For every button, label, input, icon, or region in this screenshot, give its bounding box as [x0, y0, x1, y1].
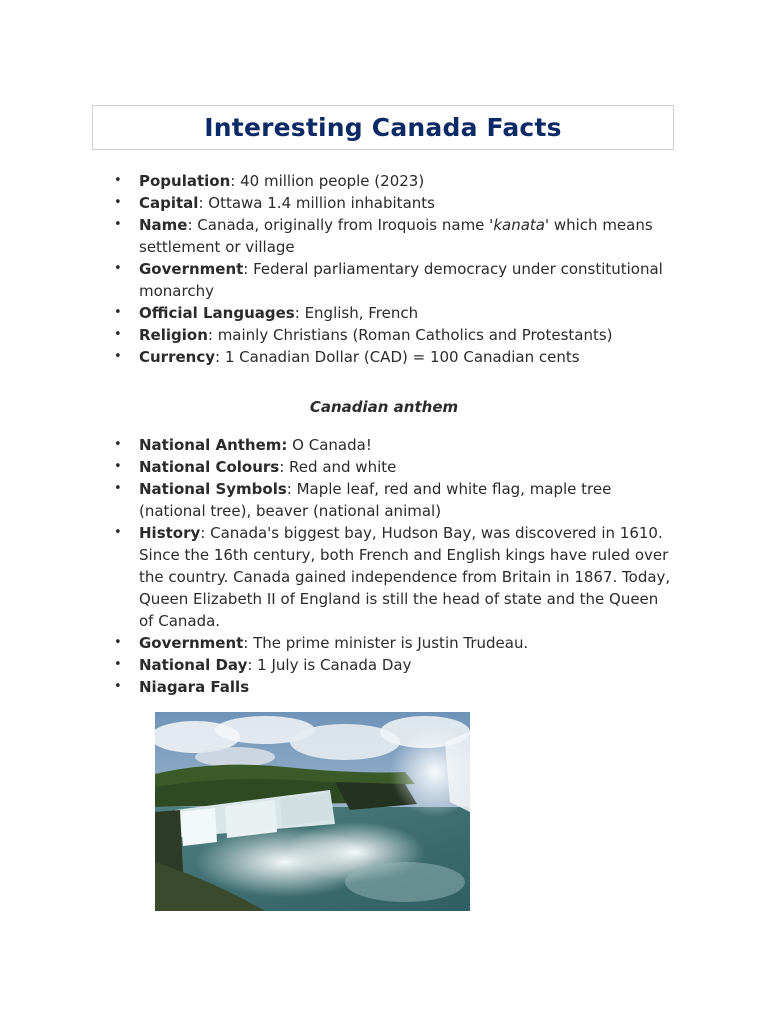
list-item	[110, 302, 675, 324]
fact-text: O Canada!	[287, 436, 372, 454]
fact-label: National Day	[139, 656, 248, 674]
facts-list-2	[110, 434, 675, 698]
fact-text: : English, French	[294, 304, 419, 322]
fact-text: : Maple leaf, red and white flag, maple tree (national tree), beaver (national animal)	[139, 480, 612, 520]
fact-label: Name	[139, 216, 188, 234]
fact-label: History	[139, 524, 201, 542]
fact-label: Government	[139, 634, 244, 652]
fact-label: Official Languages	[139, 304, 295, 322]
page-title: Interesting Canada Facts	[204, 113, 562, 142]
fact-text: : 1 July is Canada Day	[247, 656, 412, 674]
fact-text: : Red and white	[279, 458, 397, 476]
list-item	[110, 654, 675, 676]
fact-label: Currency	[139, 348, 216, 366]
list-item	[110, 170, 675, 192]
fact-text: : mainly Christians (Roman Catholics and Protestants)	[207, 326, 613, 344]
list-item	[110, 192, 675, 214]
fact-label: National Symbols	[139, 480, 287, 498]
fact-label: Religion	[139, 326, 208, 344]
list-item	[110, 258, 675, 302]
list-item	[110, 676, 675, 698]
fact-text: : The prime minister is Justin Trudeau.	[243, 634, 529, 652]
list-item	[110, 632, 675, 654]
fact-text: : Canada, originally from Iroquois name '	[187, 216, 494, 234]
list-item	[110, 478, 675, 522]
fact-label: Capital	[139, 194, 199, 212]
fact-label: National Colours	[139, 458, 280, 476]
fact-label: Niagara Falls	[139, 678, 250, 696]
list-item	[110, 434, 675, 456]
facts-list	[110, 170, 675, 368]
niagara-falls-photo	[155, 712, 470, 911]
fact-text: ' which means settlement or village	[139, 216, 653, 256]
fact-text: : Federal parliamentary democracy under constitutional monarchy	[139, 260, 663, 300]
fact-italic: kanata	[493, 216, 545, 234]
title-box	[92, 105, 674, 150]
fact-text: : 40 million people (2023)	[230, 172, 425, 190]
fact-label: National Anthem:	[139, 436, 288, 454]
section-subheading: Canadian anthem	[309, 398, 459, 416]
fact-text: : Canada's biggest bay, Hudson Bay, was discovered in 1610. Since the 16th century, both French and English kings have ruled over the country. Canada gained independence from Britain in 1867. Today, Queen Elizabeth II of England is still the head of state and the Queen of Canada.	[139, 524, 671, 630]
fact-label: Population	[139, 172, 231, 190]
fact-text: : 1 Canadian Dollar (CAD) = 100 Canadian cents	[215, 348, 580, 366]
fact-text: : Ottawa 1.4 million inhabitants	[198, 194, 435, 212]
list-item	[110, 522, 675, 632]
list-item	[110, 214, 675, 258]
list-item	[110, 456, 675, 478]
list-item	[110, 324, 675, 346]
fact-label: Government	[139, 260, 244, 278]
list-item	[110, 346, 675, 368]
